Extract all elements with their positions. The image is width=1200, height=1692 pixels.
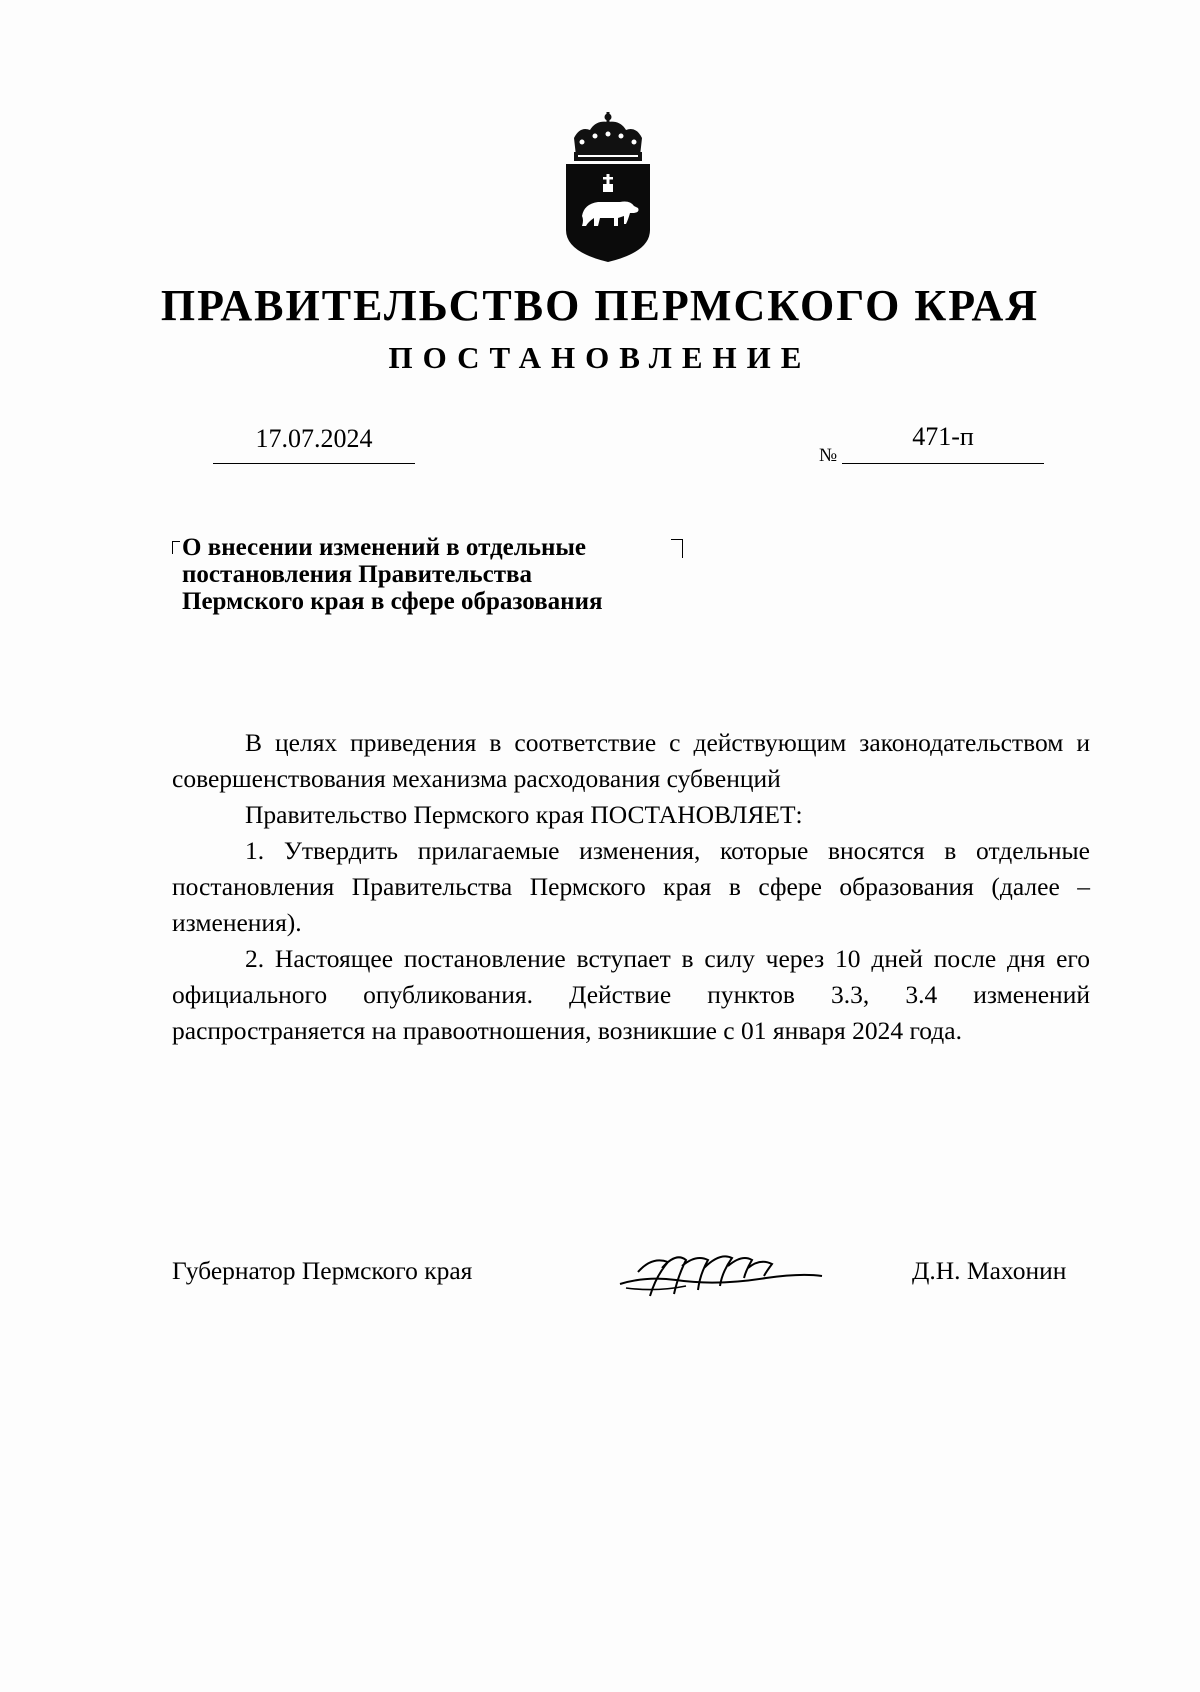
document-type: ПОСТАНОВЛЕНИЕ bbox=[388, 340, 812, 375]
document-number: 471-п bbox=[912, 422, 974, 451]
handwritten-signature-icon bbox=[616, 1246, 826, 1306]
subject-line: О внесении изменений в отдельные bbox=[182, 534, 587, 561]
signatory-name: Д.Н. Махонин bbox=[912, 1256, 1067, 1285]
number-sign: № bbox=[819, 445, 838, 466]
document-date: 17.07.2024 bbox=[255, 424, 373, 453]
subject-line: постановления Правительства bbox=[182, 561, 532, 588]
document-subject bbox=[182, 534, 682, 615]
body-paragraph-item-1: 1. Утвердить прилагаемые изменения, которые вносятся в отдельные постановления Правительства Пермского края в сфере образования (далее – изменения). bbox=[172, 836, 1090, 937]
body-paragraph-item-2: 2. Настоящее постановление вступает в силу через 10 дней после дня его официального опубликования. Действие пунктов 3.3, 3.4 изменений распространяется на правоотношения, возникшие с 01 января 2024 года. bbox=[172, 944, 1090, 1045]
organization-title: ПРАВИТЕЛЬСТВО ПЕРМСКОГО КРАЯ bbox=[160, 281, 1040, 330]
body-paragraph-resolves: Правительство Пермского края ПОСТАНОВЛЯЕТ: bbox=[245, 800, 803, 829]
subject-line: Пермского края в сфере образования bbox=[182, 588, 603, 615]
coat-of-arms-icon bbox=[560, 112, 656, 262]
date-underline bbox=[213, 463, 415, 464]
signatory-position: Губернатор Пермского края bbox=[172, 1256, 473, 1285]
body-paragraph-preamble: В целях приведения в соответствие с действующим законодательством и совершенствования механизма расходования субвенций bbox=[172, 728, 1090, 793]
number-underline bbox=[842, 463, 1044, 464]
subject-bracket-left bbox=[172, 541, 180, 554]
document-body bbox=[172, 725, 1090, 1049]
